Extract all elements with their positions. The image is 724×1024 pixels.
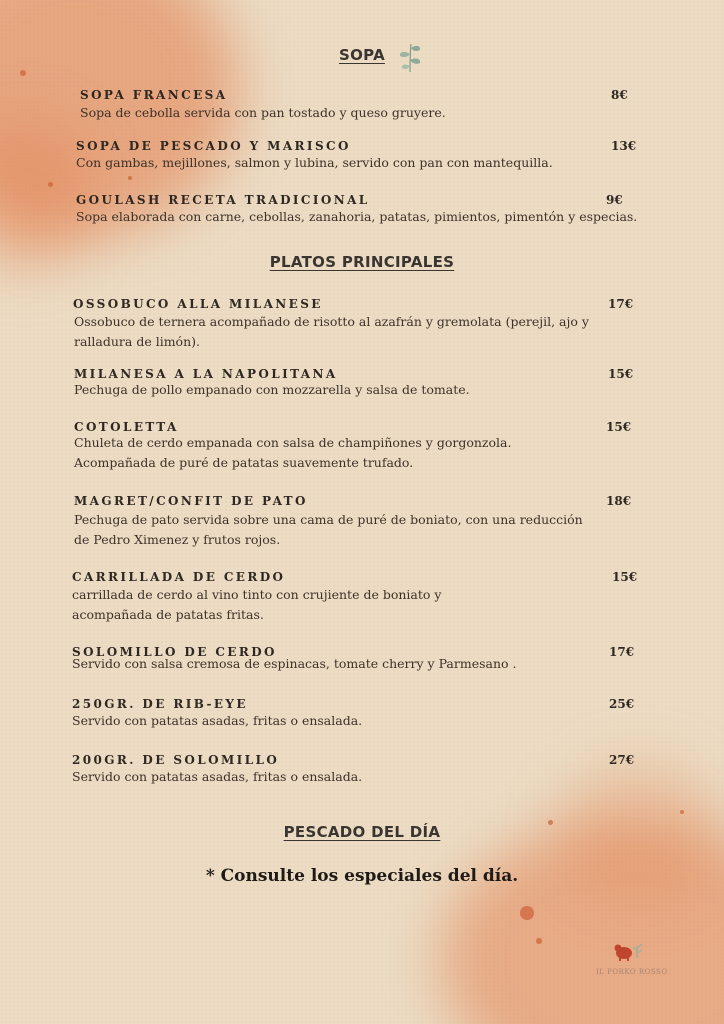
item-name: MAGRET/CONFIT DE PATO	[74, 494, 308, 508]
item-description: Servido con patatas asadas, fritas o ensalada.	[72, 769, 363, 784]
splatter-dot	[128, 176, 132, 180]
splatter-dot	[536, 938, 542, 944]
restaurant-logo	[596, 938, 668, 976]
item-price: 15€	[606, 420, 632, 434]
item-name: OSSOBUCO ALLA MILANESE	[73, 297, 323, 311]
item-price: 25€	[609, 697, 635, 711]
pig-logo-icon	[609, 938, 649, 962]
section-title-sopa: SOPA	[339, 46, 385, 64]
item-name: SOPA DE PESCADO Y MARISCO	[76, 139, 351, 153]
item-price: 15€	[608, 367, 634, 381]
item-name: MILANESA A LA NAPOLITANA	[74, 367, 338, 381]
splatter-dot	[520, 906, 534, 920]
item-price: 17€	[608, 297, 634, 311]
section-title-platos-principales: PLATOS PRINCIPALES	[269, 253, 455, 271]
splatter-dot	[680, 810, 684, 814]
item-price: 27€	[609, 753, 635, 767]
item-description: Servido con patatas asadas, fritas o ensalada.	[72, 713, 363, 728]
item-description: Ossobuco de ternera acompañado de risotto al azafrán y gremolata (perejil, ajo y ralladura de limón).	[74, 314, 589, 349]
item-description: Con gambas, mejillones, salmon y lubina, servido con pan con mantequilla.	[76, 155, 553, 170]
specials-note: * Consulte los especiales del día.	[205, 866, 519, 886]
item-description: carrillada de cerdo al vino tinto con crujiente de boniato y acompañada de patatas fritas.	[72, 587, 442, 622]
item-name: 250GR. DE RIB-EYE	[72, 697, 248, 711]
section-title-pescado: PESCADO DEL DÍA	[283, 823, 441, 841]
logo-text: IL PORKO ROSSO	[596, 968, 668, 976]
splatter-dot	[48, 182, 53, 187]
item-price: 17€	[609, 645, 635, 659]
item-price: 13€	[611, 139, 637, 153]
item-description: Pechuga de pato servida sobre una cama de puré de boniato, con una reducción de Pedro Ximenez y frutos rojos.	[74, 512, 583, 547]
item-price: 18€	[606, 494, 632, 508]
item-name: COTOLETTA	[74, 420, 179, 434]
item-name: 200GR. DE SOLOMILLO	[72, 753, 280, 767]
leaf-icon	[396, 40, 424, 74]
item-name: SOPA FRANCESA	[80, 88, 228, 102]
item-name: CARRILLADA DE CERDO	[72, 570, 286, 584]
item-price: 15€	[612, 570, 638, 584]
item-name: GOULASH RECETA TRADICIONAL	[76, 193, 370, 207]
item-name: SOLOMILLO DE CERDO	[72, 645, 277, 659]
item-description: Chuleta de cerdo empanada con salsa de champiñones y gorgonzola. Acompañada de puré de patatas suavemente trufado.	[74, 435, 512, 470]
item-price: 8€	[611, 88, 628, 102]
item-description: Pechuga de pollo empanado con mozzarella y salsa de tomate.	[74, 382, 470, 397]
item-price: 9€	[606, 193, 623, 207]
item-description: Servido con salsa cremosa de espinacas, tomate cherry y Parmesano .	[72, 656, 517, 671]
item-description: Sopa elaborada con carne, cebollas, zanahoria, patatas, pimientos, pimentón y especias.	[76, 209, 638, 224]
item-description: Sopa de cebolla servida con pan tostado y queso gruyere.	[80, 105, 446, 120]
splatter-dot	[20, 70, 26, 76]
